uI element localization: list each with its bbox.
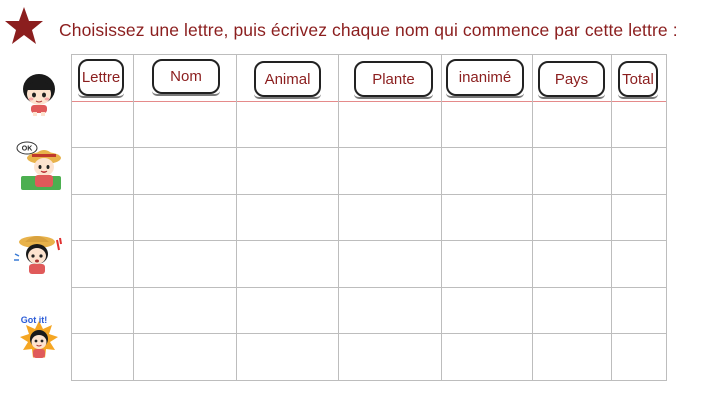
cell-total[interactable] xyxy=(612,148,666,194)
cell-inanime[interactable] xyxy=(442,288,532,333)
cell-inanime[interactable] xyxy=(442,148,532,194)
column-header-nom: Nom xyxy=(152,59,220,94)
word-table xyxy=(71,54,667,381)
cell-animal[interactable] xyxy=(237,102,338,147)
table-border-top xyxy=(71,54,667,55)
cell-animal[interactable] xyxy=(237,334,338,380)
cell-pays[interactable] xyxy=(533,195,611,240)
column-header-lettre: Lettre xyxy=(78,59,124,96)
girl-got-it-icon xyxy=(12,313,66,365)
cell-nom[interactable] xyxy=(134,195,236,240)
cell-plante[interactable] xyxy=(339,334,441,380)
girl-straw-hat-ok-icon xyxy=(16,140,64,192)
cell-nom[interactable] xyxy=(134,102,236,147)
cell-animal[interactable] xyxy=(237,195,338,240)
column-header-animal: Animal xyxy=(254,61,321,97)
cell-lettre[interactable] xyxy=(72,148,133,194)
cell-inanime[interactable] xyxy=(442,195,532,240)
instruction-title: Choisissez une lettre, puis écrivez chaque nom qui commence par cette lettre : xyxy=(59,20,678,40)
cell-inanime[interactable] xyxy=(442,334,532,380)
ok-sticker-text: OK xyxy=(21,145,33,153)
cell-animal[interactable] xyxy=(237,288,338,333)
cell-plante[interactable] xyxy=(339,195,441,240)
cell-nom[interactable] xyxy=(134,334,236,380)
cell-lettre[interactable] xyxy=(72,334,133,380)
column-header-total: Total xyxy=(618,61,658,97)
column-header-plante: Plante xyxy=(354,61,433,97)
cell-nom[interactable] xyxy=(134,288,236,333)
cell-total[interactable] xyxy=(612,241,666,287)
star-icon xyxy=(4,6,44,46)
cell-pays[interactable] xyxy=(533,288,611,333)
cell-lettre[interactable] xyxy=(72,102,133,147)
cell-nom[interactable] xyxy=(134,241,236,287)
cell-nom[interactable] xyxy=(134,148,236,194)
cell-plante[interactable] xyxy=(339,102,441,147)
cell-animal[interactable] xyxy=(237,241,338,287)
cell-pays[interactable] xyxy=(533,334,611,380)
girl-straw-hat-surprised-icon xyxy=(13,232,65,276)
cell-pays[interactable] xyxy=(533,148,611,194)
column-header-pays: Pays xyxy=(538,61,605,97)
column-header-inanime: inanimé xyxy=(446,59,524,96)
cell-pays[interactable] xyxy=(533,102,611,147)
cell-plante[interactable] xyxy=(339,148,441,194)
cell-inanime[interactable] xyxy=(442,241,532,287)
table-border-right xyxy=(666,54,667,381)
cell-total[interactable] xyxy=(612,288,666,333)
cell-pays[interactable] xyxy=(533,241,611,287)
cell-total[interactable] xyxy=(612,334,666,380)
cell-lettre[interactable] xyxy=(72,288,133,333)
cell-total[interactable] xyxy=(612,195,666,240)
cell-lettre[interactable] xyxy=(72,241,133,287)
cell-animal[interactable] xyxy=(237,148,338,194)
cell-plante[interactable] xyxy=(339,241,441,287)
cell-total[interactable] xyxy=(612,102,666,147)
table-border-bottom xyxy=(71,380,667,381)
got-it-sticker-text: Got it! xyxy=(20,315,48,325)
cell-lettre[interactable] xyxy=(72,195,133,240)
girl-face-icon xyxy=(19,72,59,116)
cell-plante[interactable] xyxy=(339,288,441,333)
cell-inanime[interactable] xyxy=(442,102,532,147)
